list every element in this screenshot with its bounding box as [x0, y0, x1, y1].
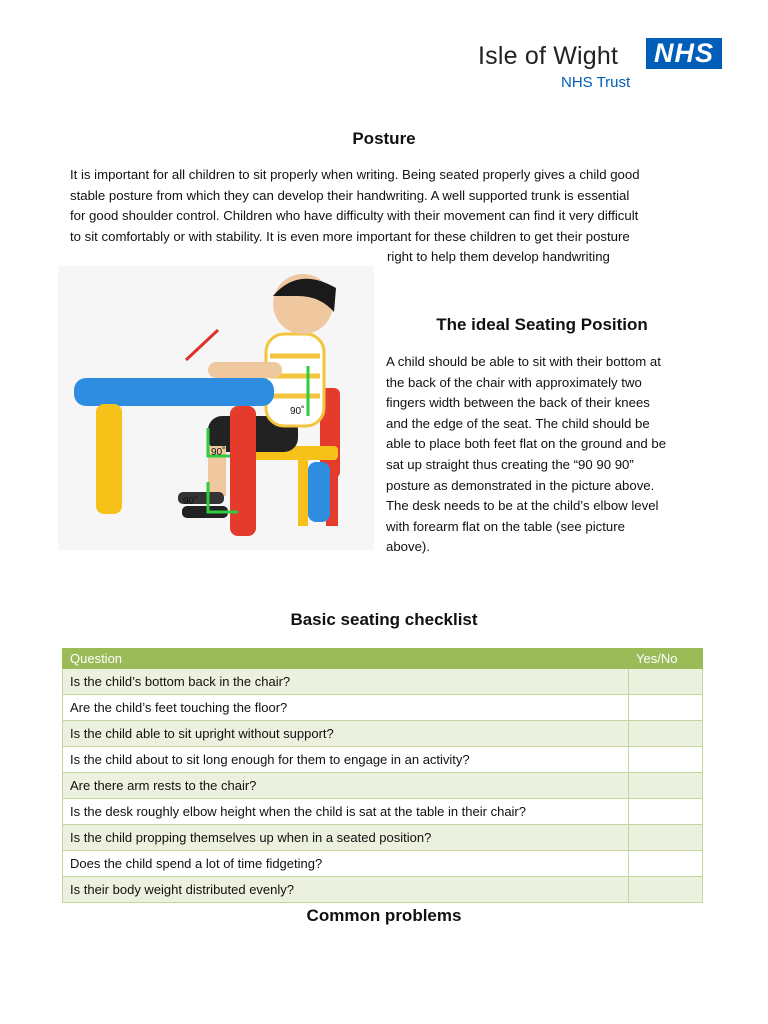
answer-cell[interactable] — [629, 721, 703, 747]
seating-line: and the edge of the seat. The child should be — [386, 415, 650, 431]
answer-cell[interactable] — [629, 773, 703, 799]
nhs-logo-box: NHS — [646, 38, 722, 69]
table-row — [63, 877, 703, 903]
seating-line: with forearm flat on the table (see picture — [386, 518, 625, 534]
question-cell: Are there arm rests to the chair? — [63, 773, 629, 799]
question-cell: Is the desk roughly elbow height when the child is sat at the table in their chair? — [63, 799, 629, 825]
posture-line: for good shoulder control. Children who have difficulty with their movement can find it very difficult — [70, 208, 639, 224]
trust-name: NHS Trust — [561, 74, 631, 91]
table-row — [63, 773, 703, 799]
org-name: Isle of Wight — [478, 42, 619, 70]
answer-cell[interactable] — [629, 877, 703, 903]
question-cell: Is the child’s bottom back in the chair? — [63, 669, 629, 695]
child-seated-photo — [58, 266, 374, 550]
posture-line: stable posture from which they can develop their handwriting. A well supported trunk is essential — [70, 187, 630, 203]
seating-paragraph — [386, 352, 716, 558]
answer-cell[interactable] — [629, 851, 703, 877]
seating-line: able to place both feet flat on the ground and be — [386, 436, 667, 452]
answer-cell[interactable] — [629, 799, 703, 825]
table-row — [63, 825, 703, 851]
trust-logo — [478, 38, 728, 94]
table-row — [63, 669, 703, 695]
table-row — [63, 695, 703, 721]
answer-cell[interactable] — [629, 695, 703, 721]
table-row — [63, 721, 703, 747]
question-cell: Is the child about to sit long enough for them to engage in an activity? — [63, 747, 629, 773]
angle-label-knee: 90˚ — [211, 447, 226, 458]
seating-line: fingers width between the back of their knees — [386, 395, 650, 411]
angle-label-ankle: 90˚ — [183, 496, 198, 507]
table-row — [63, 799, 703, 825]
question-cell: Is the child propping themselves up when in a seated position? — [63, 825, 629, 851]
table-row — [63, 851, 703, 877]
question-cell: Does the child spend a lot of time fidgeting? — [63, 851, 629, 877]
seating-heading: The ideal Seating Position — [436, 315, 648, 334]
seating-line: sat up straight thus creating the “90 90 90” — [386, 456, 634, 472]
child-seated-illustration — [58, 266, 374, 550]
question-cell: Are the child’s feet touching the floor? — [63, 695, 629, 721]
column-header-yes-no: Yes/No — [629, 649, 703, 669]
question-cell: Is the child able to sit upright without support? — [63, 721, 629, 747]
seating-line: A child should be able to sit with their bottom at — [386, 354, 661, 369]
common-problems-heading: Common problems — [306, 906, 462, 925]
seating-line: The desk needs to be at the child’s elbow level — [386, 498, 659, 514]
seating-line: the back of the chair with approximately two — [386, 374, 642, 390]
angle-label-back: 90˚ — [290, 406, 305, 417]
table-header-row — [63, 649, 703, 669]
seating-checklist-table — [62, 648, 703, 903]
answer-cell[interactable] — [629, 747, 703, 773]
question-cell: Is their body weight distributed evenly? — [63, 877, 629, 903]
seating-line: above). — [386, 539, 430, 555]
checklist-heading: Basic seating checklist — [290, 610, 478, 629]
posture-line: It is important for all children to sit properly when writing. Being seated properly gives a child good — [70, 167, 640, 182]
column-header-question: Question — [63, 649, 629, 669]
posture-paragraph — [70, 165, 710, 268]
posture-heading: Posture — [352, 129, 416, 148]
posture-line: right to help them develop handwriting — [387, 249, 610, 265]
answer-cell[interactable] — [629, 669, 703, 695]
answer-cell[interactable] — [629, 825, 703, 851]
table-row — [63, 747, 703, 773]
posture-line: to sit comfortably or with stability. It is even more important for these children to get their posture — [70, 228, 630, 244]
seating-line: posture as demonstrated in the picture above. — [386, 477, 655, 493]
